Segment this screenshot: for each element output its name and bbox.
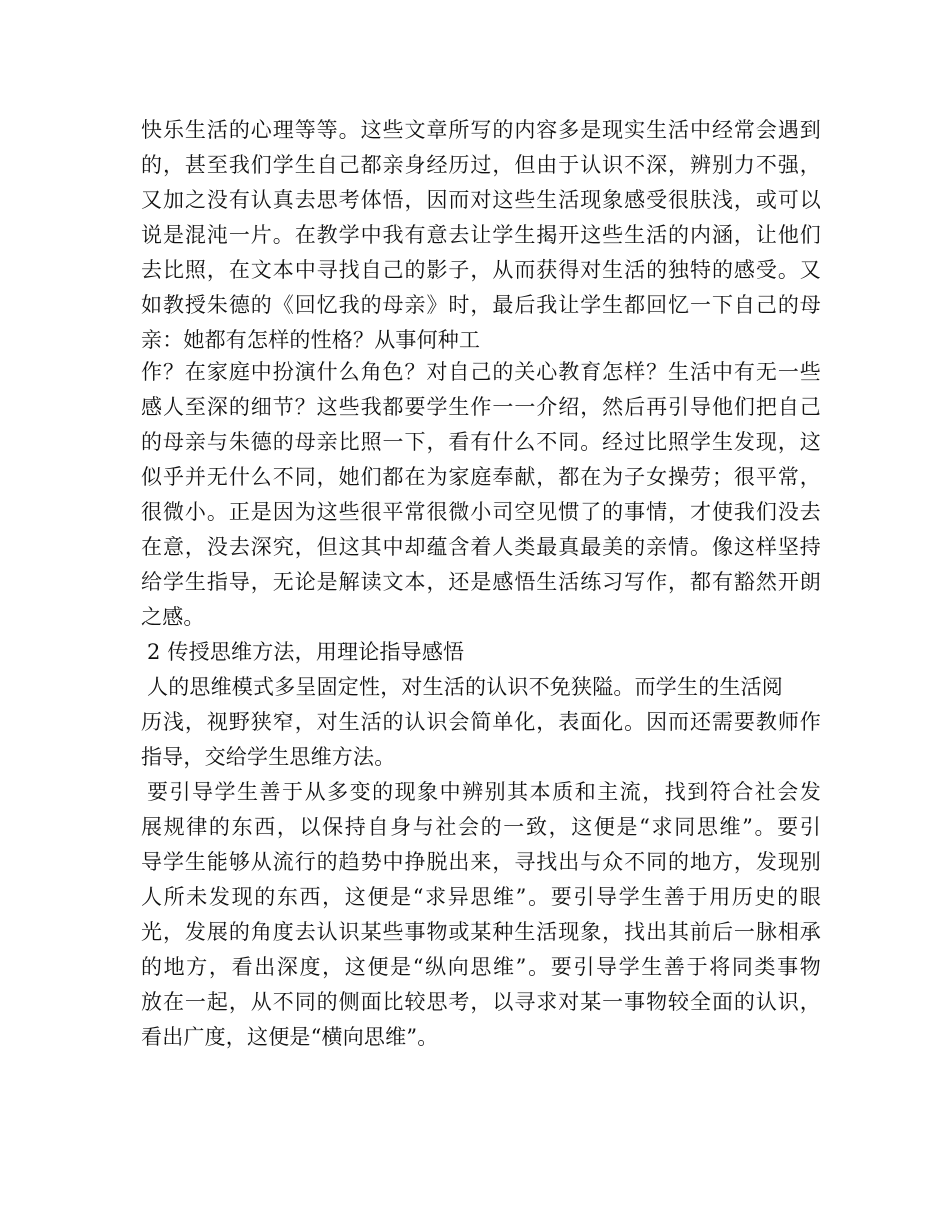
text-line: 说是混沌一片。在教学中我有意去让学生揭开这些生活的内涵，让他们	[141, 223, 821, 247]
text-line: 感人至深的细节？这些我都要学生作一一介绍，然后再引导他们把自己	[141, 395, 821, 419]
text-line: 亲：她都有怎样的性格？从事何种工	[141, 328, 481, 352]
text-line: 历浅，视野狭窄，对生活的认识会简单化，表面化。因而还需要教师作	[141, 710, 821, 734]
text-line: 作？在家庭中扮演什么角色？对自己的关心教育怎样？生活中有无一些	[141, 360, 821, 384]
text-line: 的母亲与朱德的母亲比照一下，看有什么不同。经过比照学生发现，这	[141, 430, 821, 454]
text-line: 似乎并无什么不同，她们都在为家庭奉献，都在为子女操劳；很平常，	[141, 465, 821, 489]
text-line: 放在一起，从不同的侧面比较思考，以寻求对某一事物较全面的认识，	[141, 990, 821, 1014]
text-line: 人所未发现的东西，这便是“求异思维”。要引导学生善于用历史的眼	[141, 885, 821, 909]
text-line: 在意，没去深究，但这其中却蕴含着人类最真最美的亲情。像这样坚持	[141, 535, 821, 559]
text-line: 很微小。正是因为这些很平常很微小司空见惯了的事情，才使我们没去	[141, 500, 821, 524]
text-line: 去比照，在文本中寻找自己的影子，从而获得对生活的独特的感受。又	[141, 258, 821, 282]
text-line: 之感。	[141, 605, 205, 629]
text-line: 的地方，看出深度，这便是“纵向思维”。要引导学生善于将同类事物	[141, 955, 821, 979]
text-line: 看出广度，这便是“横向思维”。	[141, 1025, 439, 1049]
text-line: 指导，交给学生思维方法。	[141, 745, 396, 769]
text-line: 快乐生活的心理等等。这些文章所写的内容多是现实生活中经常会遇到	[141, 118, 821, 142]
text-line: 如教授朱德的《回忆我的母亲》时，最后我让学生都回忆一下自己的母	[141, 293, 821, 317]
text-line: 的，甚至我们学生自己都亲身经历过，但由于认识不深，辨别力不强，	[141, 153, 821, 177]
text-line: 又加之没有认真去思考体悟，因而对这些生活现象感受很肤浅，或可以	[141, 188, 821, 212]
text-line: 人的思维模式多呈固定性，对生活的认识不免狭隘。而学生的生活阅	[147, 675, 783, 699]
text-line: 导学生能够从流行的趋势中挣脱出来，寻找出与众不同的地方，发现别	[141, 850, 821, 874]
text-line: 光，发展的角度去认识某些事物或某种生活现象，找出其前后一脉相承	[141, 920, 821, 944]
text-line: 给学生指导，无论是解读文本，还是感悟生活练习写作，都有豁然开朗	[141, 570, 821, 594]
text-line: 展规律的东西，以保持自身与社会的一致，这便是“求同思维”。要引	[141, 815, 821, 839]
text-line: 要引导学生善于从多变的现象中辨别其本质和主流，找到符合社会发	[147, 780, 821, 804]
section-heading: 2 传授思维方法，用理论指导感悟	[147, 640, 465, 664]
